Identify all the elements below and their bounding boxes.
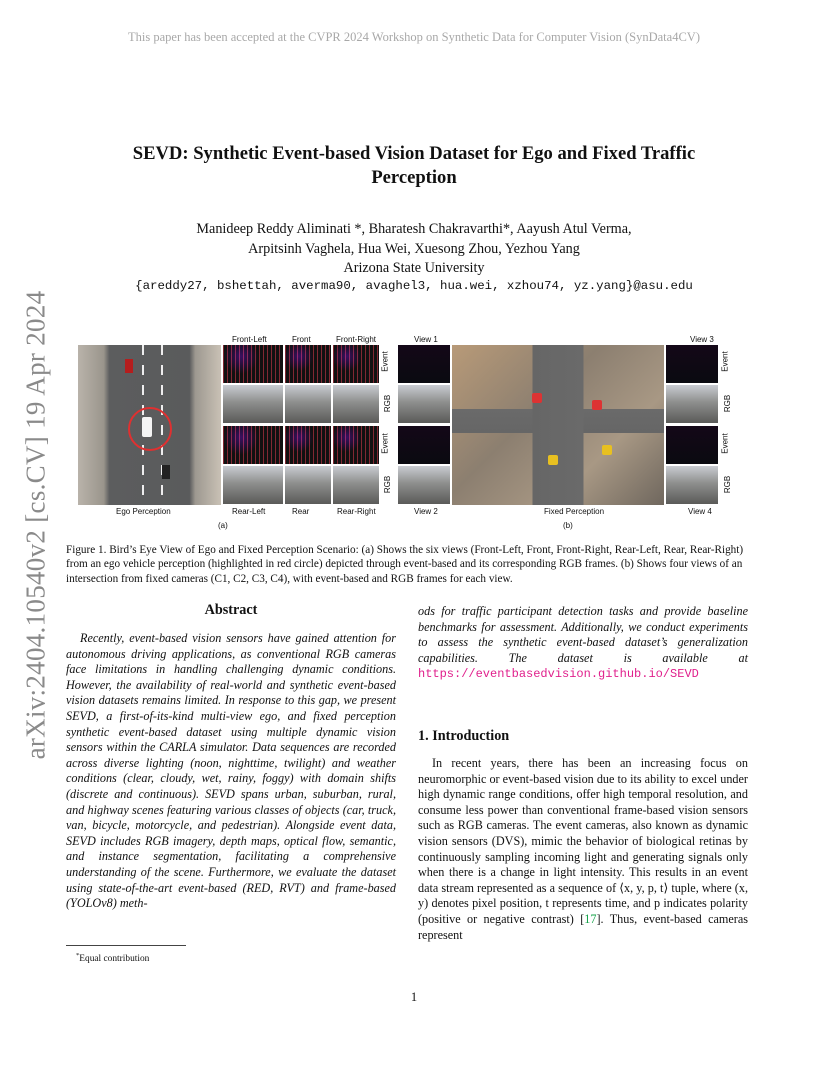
vehicle <box>125 359 133 373</box>
front-right-rgb <box>333 385 379 423</box>
abstract-heading: Abstract <box>204 602 258 618</box>
title-line-1: SEVD: Synthetic Event-based Vision Dataset for Ego and Fixed Traffic <box>132 143 696 164</box>
rear-left-event <box>223 426 283 464</box>
front-event <box>285 345 331 383</box>
footnote <box>76 952 149 964</box>
label-event: Event <box>720 433 730 454</box>
label-rgb: RGB <box>383 475 393 494</box>
label-event: Event <box>380 351 390 372</box>
author-emails: {areddy27, bshettah, averma90, avaghel3, hua.wei, xzhou74, yz.yang}@asu.edu <box>135 279 693 293</box>
footnote-rule <box>66 945 186 946</box>
view2-event <box>398 426 450 464</box>
view4-event <box>666 426 718 464</box>
label-rear-right: Rear-Right <box>337 507 376 516</box>
label-event: Event <box>720 351 730 372</box>
abstract-text-left: Recently, event-based vision sensors have gained attention for autonomous driving applications, as conventional RGB cameras face limitations in handling challenging dynamic conditions. However, the availability of real-world and synthetic event-based vision datasets remains limited. In response to this gap, we present SEVD, a first-of-its-kind multi-view ego, and fixed perception synthetic event-based dataset using multiple dynamic vision sensors within the CARLA simulator. Data sequences are recorded across diverse lighting (noon, nighttime, twilight) and weather conditions (clear, cloudy, wet, rainy, foggy) with domain shifts (discrete and continuous). SEVD spans urban, suburban, rural, and highway scenes featuring various classes of objects (car, truck, van, bicycle, motorcycle, and pedestrian). Alongside event data, SEVD includes RGB imagery, depth maps, optical flow, semantic, and instance segmentation, facilitating a comprehensive understanding of the scene. Furthermore, we evaluate the dataset using state-of-the-art event-based (RED, RVT) and frame-based (YOLOv8) meth- <box>66 631 396 911</box>
introduction-heading: 1. Introduction <box>418 728 510 744</box>
title-line-2: Perception <box>371 167 457 188</box>
introduction-text <box>418 756 748 943</box>
camera-marker <box>602 445 612 455</box>
rear-right-rgb <box>333 466 379 504</box>
figure-1 <box>78 335 750 535</box>
authors-line-2: Arpitsinh Vaghela, Hua Wei, Xuesong Zhou, Yezhou Yang <box>248 240 580 257</box>
authors-block <box>60 220 768 279</box>
introduction-paragraph: In recent years, there has been an increasing focus on neuromorphic or event-based vision due to its ability to excel under high dynamic range conditions, offer high temporal resolution, and consume less power than conventional frame-based vision sensors such as RGB cameras. The event cameras, also known as dynamic vision sensors (DVS), mimic the behavior of biological retinas by continuously sampling incoming light and generating signals only when there is a change in light intensity. This results in an event data stream represented as a sequence of ⟨x, y, p, t⟩ tuple, where (x, y) denotes pixel position, t represents time, and p indicates polarity (positive or negative contrast) [ <box>418 756 748 926</box>
paper-title <box>60 142 768 190</box>
label-event: Event <box>380 433 390 454</box>
vehicle <box>532 393 542 403</box>
authors-line-1: Manideep Reddy Aliminati *, Bharatesh Chakravarthi*, Aayush Atul Verma, <box>196 221 632 237</box>
view3-event <box>666 345 718 383</box>
front-left-rgb <box>223 385 283 423</box>
label-ego-perception: Ego Perception <box>116 507 171 516</box>
footnote-mark: * <box>76 952 80 959</box>
label-front: Front <box>292 335 311 344</box>
rear-rgb <box>285 466 331 504</box>
ego-vehicle <box>142 417 152 437</box>
label-front-left: Front-Left <box>232 335 267 344</box>
front-rgb <box>285 385 331 423</box>
affiliation: Arizona State University <box>343 260 485 276</box>
label-subfigure-b: (b) <box>563 521 573 530</box>
label-fixed-perception: Fixed Perception <box>544 507 605 516</box>
rear-right-event <box>333 426 379 464</box>
label-rgb: RGB <box>383 394 393 413</box>
citation-link[interactable]: 17 <box>584 911 597 926</box>
label-view-2: View 2 <box>414 507 438 516</box>
vehicle <box>592 400 602 410</box>
label-rear: Rear <box>292 507 310 516</box>
dataset-link[interactable]: https://eventbasedvision.github.io/SEVD <box>418 667 699 682</box>
page-number: 1 <box>410 990 418 1004</box>
label-rgb: RGB <box>723 475 733 494</box>
abstract-text-right <box>418 604 748 683</box>
label-rear-left: Rear-Left <box>232 507 266 516</box>
footnote-text: Equal contribution <box>79 954 150 965</box>
view2-rgb <box>398 466 450 504</box>
front-right-event <box>333 345 379 383</box>
front-left-event <box>223 345 283 383</box>
arxiv-watermark: arXiv:2404.10540v2 [cs.CV] 19 Apr 2024 <box>20 290 51 760</box>
rear-left-rgb <box>223 466 283 504</box>
view1-rgb <box>398 385 450 423</box>
rear-event <box>285 426 331 464</box>
view4-rgb <box>666 466 718 504</box>
header-note: This paper has been accepted at the CVPR 2024 Workshop on Synthetic Data for Computer Vision (SynData4CV) <box>128 30 700 44</box>
label-front-right: Front-Right <box>336 335 377 344</box>
label-rgb: RGB <box>723 394 733 413</box>
label-view-1: View 1 <box>414 335 438 344</box>
intersection-birdseye-image <box>452 345 664 505</box>
label-view-4: View 4 <box>688 507 712 516</box>
abstract-text-continued: ods for traffic participant detection tasks and provide baseline benchmarks for assessment. Additionally, we conduct experiments to assess the synthetic event-based dataset’s generalization capabilities. The dataset is available at <box>418 604 748 665</box>
label-view-3: View 3 <box>690 335 714 344</box>
label-subfigure-a: (a) <box>218 521 228 530</box>
introduction-paragraph-end: ]. Thus, event-based cameras represent <box>418 911 748 942</box>
ego-birdseye-image <box>78 345 221 505</box>
view1-event <box>398 345 450 383</box>
view3-rgb <box>666 385 718 423</box>
camera-marker <box>548 455 558 465</box>
vehicle <box>162 465 170 479</box>
figure-caption: Figure 1. Bird’s Eye View of Ego and Fixed Perception Scenario: (a) Shows the six views (Front-Left, Front, Front-Right, Rear-Left, Rear, Rear-Right) from an ego vehicle perception (highlighted in red circle) depicted through event-based and its corresponding RGB frames. (b) Shows four views of an intersection from fixed cameras (C1, C2, C3, C4), with event-based and RGB frames for each view. <box>66 544 744 585</box>
